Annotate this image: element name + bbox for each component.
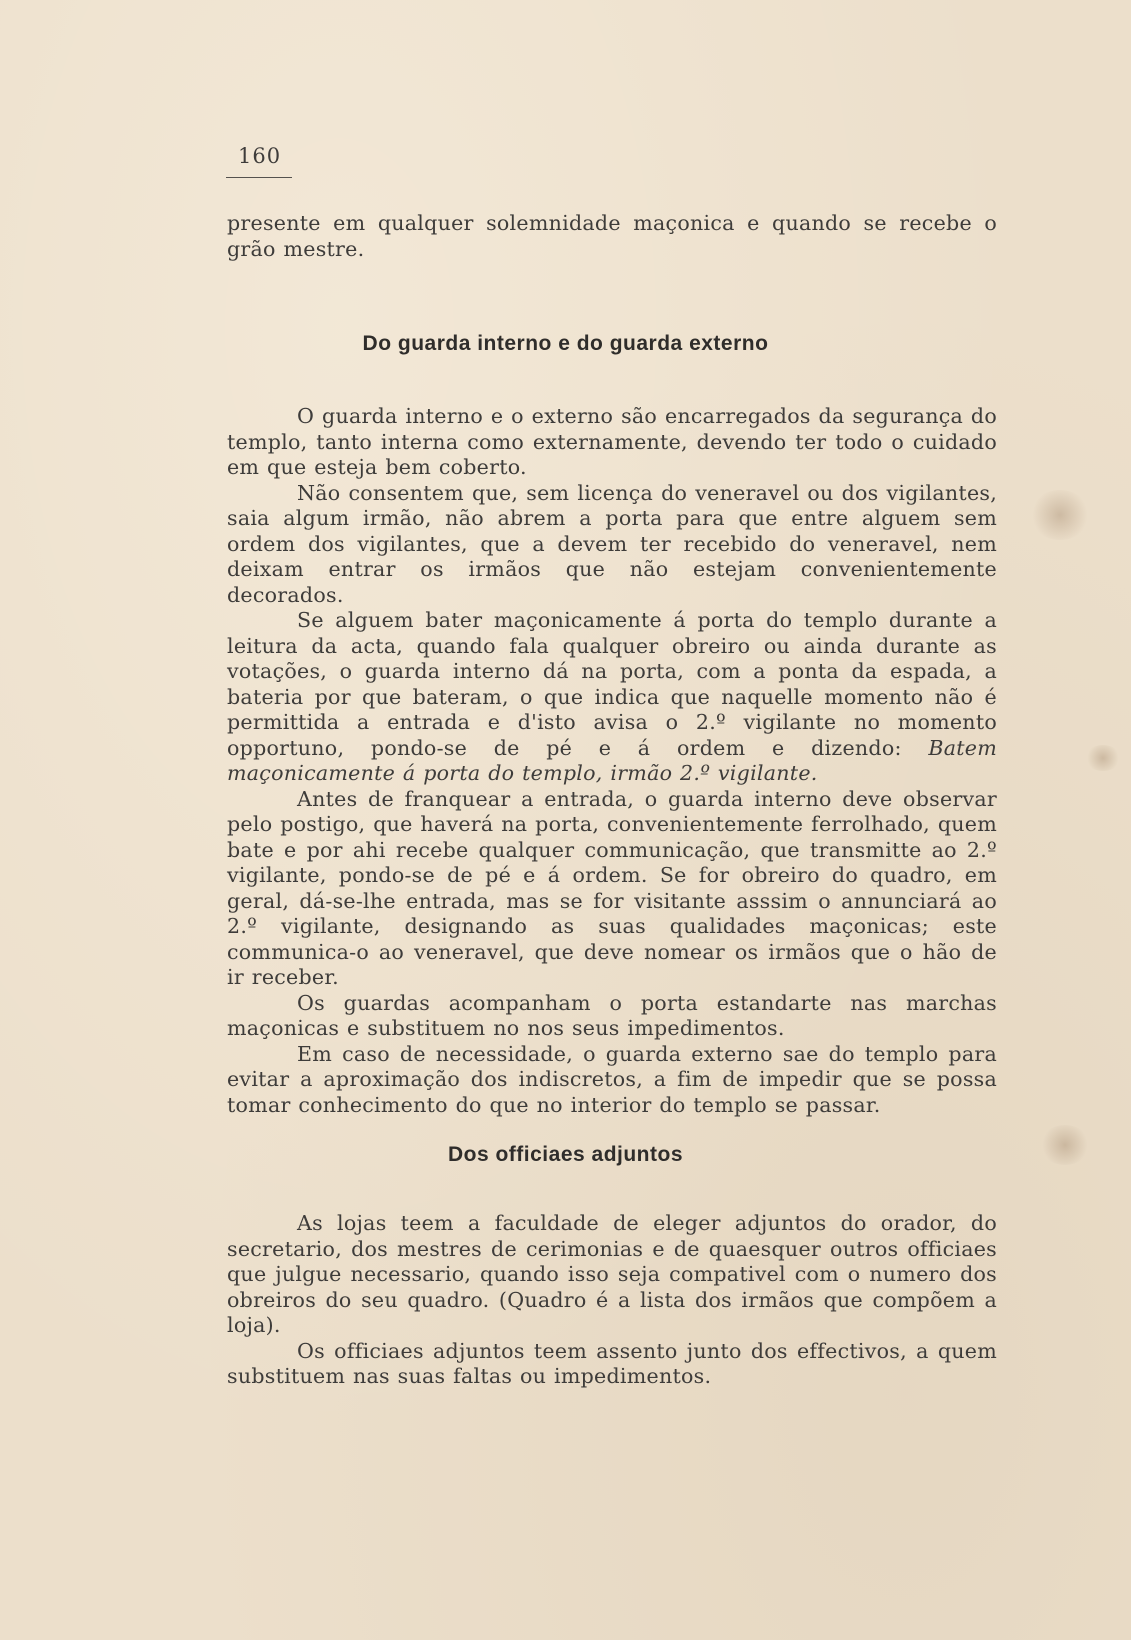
paragraph: Em caso de necessidade, o guarda externo sae do templo para evitar a aproximação dos indiscretos, a fim de impedir que se possa tomar conhecimento do que no interior do templo se passar. <box>227 1041 997 1117</box>
paper-stain <box>1030 490 1090 540</box>
paragraph: Não consentem que, sem licença do veneravel ou dos vigilantes, saia algum irmão, não abrem a porta para que entre alguem sem ordem dos vigilantes, que a devem ter recebido do veneravel, nem deixam entrar os irmãos que não estejam convenientemente decorados. <box>227 480 997 607</box>
paragraph: Os officiaes adjuntos teem assento junto dos effectivos, a quem substituem nas suas faltas ou impedimentos. <box>227 1338 997 1388</box>
page-number: 160 <box>238 144 282 168</box>
paragraph <box>227 608 997 787</box>
section-officiaes-body <box>227 1211 997 1390</box>
paper-stain <box>1085 745 1121 771</box>
paragraph: Antes de franquear a entrada, o guarda interno deve observar pelo postigo, que haverá na porta, convenientemente ferrolhado, quem bate e por ahi recebe qualquer communicação, que transmitte ao 2.º vigilante, pondo-se de pé e á ordem. Se for obreiro do quadro, em geral, dá-se-lhe entrada, mas se for visitante asssim o annunciará ao 2.º vigilante, designando as suas qualidades maçonicas; este communica-o ao veneravel, que deve nomear os irmãos que o hão de ir receber. <box>227 786 997 989</box>
section-guarda-body <box>227 404 997 1118</box>
paragraph: O guarda interno e o externo são encarregados da segurança do templo, tanto interna como externamente, devendo ter todo o cuidado em que esteja bem coberto. <box>227 404 997 479</box>
paragraph: As lojas teem a faculdade de eleger adjuntos do orador, do secretario, dos mestres de cerimonias e de quaesquer outros officiaes que julgue necessario, quando isso seja compativel com o numero dos obreiros do seu quadro. (Quadro é a lista dos irmãos que compõem a loja). <box>227 1211 997 1337</box>
page-number-rule <box>226 177 292 178</box>
paragraph: Os guardas acompanham o porta estandarte nas marchas maçonicas e substituem no nos seus impedimentos. <box>227 990 997 1040</box>
intro-paragraph: presente em qualquer solemnidade maçonica e quando se recebe o grão mestre. <box>227 211 997 261</box>
paper-stain <box>1040 1125 1090 1165</box>
intro-text <box>227 211 997 262</box>
section-heading-officiaes: Dos officiaes adjuntos <box>447 1143 684 1166</box>
italic-quote: Batem maçonicamente á porta do templo, irmão 2.º vigilante. <box>227 735 997 785</box>
section-heading-guarda: Do guarda interno e do guarda externo <box>362 332 769 355</box>
paragraph-text: Se alguem bater maçonicamente á porta do templo durante a leitura da acta, quando fala qualquer obreiro ou ainda durante as votações, o guarda interno dá na porta, com a ponta da espada, a bateria por que bateram, o que indica que naquelle momento não é permittida a entrada e d'isto avisa o 2.º vigilante no momento opportuno, pondo-se de pé e á ordem e dizendo: <box>227 608 997 760</box>
